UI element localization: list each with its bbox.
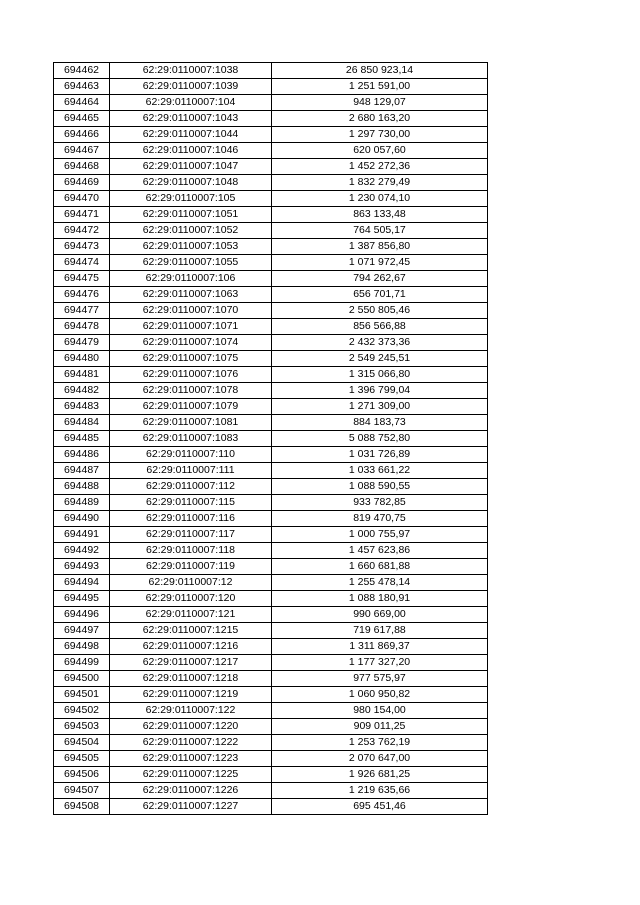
value-cell: 1 033 661,22 bbox=[272, 463, 488, 479]
table-row bbox=[54, 607, 488, 623]
row-number-cell: 694468 bbox=[54, 159, 110, 175]
table-row bbox=[54, 79, 488, 95]
table-row bbox=[54, 751, 488, 767]
cadastral-number-cell: 62:29:0110007:1218 bbox=[110, 671, 272, 687]
cadastral-number-cell: 62:29:0110007:117 bbox=[110, 527, 272, 543]
row-number-cell: 694473 bbox=[54, 239, 110, 255]
value-cell: 1 311 869,37 bbox=[272, 639, 488, 655]
table-row bbox=[54, 431, 488, 447]
value-cell: 1 660 681,88 bbox=[272, 559, 488, 575]
table-row bbox=[54, 703, 488, 719]
cadastral-number-cell: 62:29:0110007:1046 bbox=[110, 143, 272, 159]
table-row bbox=[54, 271, 488, 287]
row-number-cell: 694476 bbox=[54, 287, 110, 303]
table-row bbox=[54, 415, 488, 431]
table-row bbox=[54, 735, 488, 751]
row-number-cell: 694485 bbox=[54, 431, 110, 447]
value-cell: 1 457 623,86 bbox=[272, 543, 488, 559]
cadastral-number-cell: 62:29:0110007:1222 bbox=[110, 735, 272, 751]
value-cell: 620 057,60 bbox=[272, 143, 488, 159]
value-cell: 1 387 856,80 bbox=[272, 239, 488, 255]
row-number-cell: 694472 bbox=[54, 223, 110, 239]
value-cell: 1 031 726,89 bbox=[272, 447, 488, 463]
cadastral-number-cell: 62:29:0110007:105 bbox=[110, 191, 272, 207]
cadastral-number-cell: 62:29:0110007:1063 bbox=[110, 287, 272, 303]
cadastral-number-cell: 62:29:0110007:1076 bbox=[110, 367, 272, 383]
cadastral-number-cell: 62:29:0110007:122 bbox=[110, 703, 272, 719]
row-number-cell: 694471 bbox=[54, 207, 110, 223]
row-number-cell: 694490 bbox=[54, 511, 110, 527]
table-row bbox=[54, 207, 488, 223]
value-cell: 990 669,00 bbox=[272, 607, 488, 623]
row-number-cell: 694506 bbox=[54, 767, 110, 783]
cadastral-number-cell: 62:29:0110007:1220 bbox=[110, 719, 272, 735]
cadastral-number-cell: 62:29:0110007:1083 bbox=[110, 431, 272, 447]
table-row bbox=[54, 255, 488, 271]
row-number-cell: 694498 bbox=[54, 639, 110, 655]
cadastral-value-table bbox=[53, 62, 488, 815]
row-number-cell: 694475 bbox=[54, 271, 110, 287]
row-number-cell: 694478 bbox=[54, 319, 110, 335]
table-row bbox=[54, 447, 488, 463]
cadastral-number-cell: 62:29:0110007:1038 bbox=[110, 63, 272, 79]
cadastral-number-cell: 62:29:0110007:1048 bbox=[110, 175, 272, 191]
row-number-cell: 694479 bbox=[54, 335, 110, 351]
row-number-cell: 694474 bbox=[54, 255, 110, 271]
value-cell: 863 133,48 bbox=[272, 207, 488, 223]
row-number-cell: 694470 bbox=[54, 191, 110, 207]
table-row bbox=[54, 575, 488, 591]
cadastral-number-cell: 62:29:0110007:1051 bbox=[110, 207, 272, 223]
table-row bbox=[54, 175, 488, 191]
table-row bbox=[54, 63, 488, 79]
cadastral-number-cell: 62:29:0110007:115 bbox=[110, 495, 272, 511]
cadastral-number-cell: 62:29:0110007:1223 bbox=[110, 751, 272, 767]
row-number-cell: 694482 bbox=[54, 383, 110, 399]
table-row bbox=[54, 623, 488, 639]
cadastral-number-cell: 62:29:0110007:1078 bbox=[110, 383, 272, 399]
row-number-cell: 694496 bbox=[54, 607, 110, 623]
table-row bbox=[54, 143, 488, 159]
cadastral-number-cell: 62:29:0110007:1052 bbox=[110, 223, 272, 239]
cadastral-number-cell: 62:29:0110007:1081 bbox=[110, 415, 272, 431]
table-row bbox=[54, 319, 488, 335]
table-row bbox=[54, 527, 488, 543]
row-number-cell: 694493 bbox=[54, 559, 110, 575]
value-cell: 1 832 279,49 bbox=[272, 175, 488, 191]
cadastral-number-cell: 62:29:0110007:1071 bbox=[110, 319, 272, 335]
table-row bbox=[54, 191, 488, 207]
row-number-cell: 694500 bbox=[54, 671, 110, 687]
table-row bbox=[54, 303, 488, 319]
table-row bbox=[54, 351, 488, 367]
cadastral-number-cell: 62:29:0110007:106 bbox=[110, 271, 272, 287]
row-number-cell: 694503 bbox=[54, 719, 110, 735]
cadastral-number-cell: 62:29:0110007:121 bbox=[110, 607, 272, 623]
row-number-cell: 694480 bbox=[54, 351, 110, 367]
value-cell: 884 183,73 bbox=[272, 415, 488, 431]
cadastral-number-cell: 62:29:0110007:1075 bbox=[110, 351, 272, 367]
table-row bbox=[54, 367, 488, 383]
row-number-cell: 694484 bbox=[54, 415, 110, 431]
table-row bbox=[54, 511, 488, 527]
value-cell: 764 505,17 bbox=[272, 223, 488, 239]
value-cell: 1 271 309,00 bbox=[272, 399, 488, 415]
cadastral-number-cell: 62:29:0110007:1074 bbox=[110, 335, 272, 351]
value-cell: 1 255 478,14 bbox=[272, 575, 488, 591]
table-row bbox=[54, 399, 488, 415]
cadastral-number-cell: 62:29:0110007:1225 bbox=[110, 767, 272, 783]
table-row bbox=[54, 639, 488, 655]
row-number-cell: 694494 bbox=[54, 575, 110, 591]
row-number-cell: 694502 bbox=[54, 703, 110, 719]
cadastral-number-cell: 62:29:0110007:1216 bbox=[110, 639, 272, 655]
cadastral-number-cell: 62:29:0110007:12 bbox=[110, 575, 272, 591]
cadastral-number-cell: 62:29:0110007:110 bbox=[110, 447, 272, 463]
table-row bbox=[54, 463, 488, 479]
value-cell: 977 575,97 bbox=[272, 671, 488, 687]
value-cell: 819 470,75 bbox=[272, 511, 488, 527]
cadastral-number-cell: 62:29:0110007:1227 bbox=[110, 799, 272, 815]
cadastral-number-cell: 62:29:0110007:1079 bbox=[110, 399, 272, 415]
cadastral-number-cell: 62:29:0110007:1047 bbox=[110, 159, 272, 175]
row-number-cell: 694469 bbox=[54, 175, 110, 191]
row-number-cell: 694507 bbox=[54, 783, 110, 799]
table-row bbox=[54, 111, 488, 127]
value-cell: 2 549 245,51 bbox=[272, 351, 488, 367]
value-cell: 1 452 272,36 bbox=[272, 159, 488, 175]
value-cell: 909 011,25 bbox=[272, 719, 488, 735]
cadastral-number-cell: 62:29:0110007:1226 bbox=[110, 783, 272, 799]
value-cell: 1 297 730,00 bbox=[272, 127, 488, 143]
cadastral-number-cell: 62:29:0110007:111 bbox=[110, 463, 272, 479]
cadastral-number-cell: 62:29:0110007:1039 bbox=[110, 79, 272, 95]
cadastral-number-cell: 62:29:0110007:1215 bbox=[110, 623, 272, 639]
row-number-cell: 694489 bbox=[54, 495, 110, 511]
table-row bbox=[54, 479, 488, 495]
value-cell: 2 680 163,20 bbox=[272, 111, 488, 127]
table-row bbox=[54, 287, 488, 303]
row-number-cell: 694462 bbox=[54, 63, 110, 79]
value-cell: 1 060 950,82 bbox=[272, 687, 488, 703]
table-row bbox=[54, 495, 488, 511]
value-cell: 2 550 805,46 bbox=[272, 303, 488, 319]
table-row bbox=[54, 687, 488, 703]
row-number-cell: 694495 bbox=[54, 591, 110, 607]
row-number-cell: 694464 bbox=[54, 95, 110, 111]
value-cell: 1 251 591,00 bbox=[272, 79, 488, 95]
table-row bbox=[54, 239, 488, 255]
value-cell: 5 088 752,80 bbox=[272, 431, 488, 447]
value-cell: 794 262,67 bbox=[272, 271, 488, 287]
row-number-cell: 694497 bbox=[54, 623, 110, 639]
value-cell: 980 154,00 bbox=[272, 703, 488, 719]
table-body bbox=[54, 63, 488, 815]
value-cell: 695 451,46 bbox=[272, 799, 488, 815]
value-cell: 26 850 923,14 bbox=[272, 63, 488, 79]
table-row bbox=[54, 767, 488, 783]
cadastral-number-cell: 62:29:0110007:120 bbox=[110, 591, 272, 607]
row-number-cell: 694505 bbox=[54, 751, 110, 767]
table-row bbox=[54, 127, 488, 143]
row-number-cell: 694486 bbox=[54, 447, 110, 463]
value-cell: 656 701,71 bbox=[272, 287, 488, 303]
table-row bbox=[54, 95, 488, 111]
value-cell: 1 088 180,91 bbox=[272, 591, 488, 607]
value-cell: 1 177 327,20 bbox=[272, 655, 488, 671]
value-cell: 1 230 074,10 bbox=[272, 191, 488, 207]
value-cell: 1 088 590,55 bbox=[272, 479, 488, 495]
cadastral-number-cell: 62:29:0110007:119 bbox=[110, 559, 272, 575]
table-row bbox=[54, 655, 488, 671]
value-cell: 2 070 647,00 bbox=[272, 751, 488, 767]
row-number-cell: 694466 bbox=[54, 127, 110, 143]
table-row bbox=[54, 559, 488, 575]
value-cell: 948 129,07 bbox=[272, 95, 488, 111]
table-row bbox=[54, 223, 488, 239]
row-number-cell: 694477 bbox=[54, 303, 110, 319]
row-number-cell: 694488 bbox=[54, 479, 110, 495]
row-number-cell: 694463 bbox=[54, 79, 110, 95]
value-cell: 856 566,88 bbox=[272, 319, 488, 335]
cadastral-number-cell: 62:29:0110007:1219 bbox=[110, 687, 272, 703]
cadastral-number-cell: 62:29:0110007:112 bbox=[110, 479, 272, 495]
value-cell: 1 219 635,66 bbox=[272, 783, 488, 799]
row-number-cell: 694491 bbox=[54, 527, 110, 543]
table-row bbox=[54, 783, 488, 799]
cadastral-number-cell: 62:29:0110007:1055 bbox=[110, 255, 272, 271]
table-row bbox=[54, 591, 488, 607]
row-number-cell: 694501 bbox=[54, 687, 110, 703]
cadastral-number-cell: 62:29:0110007:1053 bbox=[110, 239, 272, 255]
row-number-cell: 694487 bbox=[54, 463, 110, 479]
cadastral-number-cell: 62:29:0110007:104 bbox=[110, 95, 272, 111]
value-cell: 1 315 066,80 bbox=[272, 367, 488, 383]
table-row bbox=[54, 719, 488, 735]
value-cell: 1 071 972,45 bbox=[272, 255, 488, 271]
value-cell: 1 000 755,97 bbox=[272, 527, 488, 543]
row-number-cell: 694483 bbox=[54, 399, 110, 415]
cadastral-number-cell: 62:29:0110007:118 bbox=[110, 543, 272, 559]
row-number-cell: 694467 bbox=[54, 143, 110, 159]
value-cell: 1 396 799,04 bbox=[272, 383, 488, 399]
table-row bbox=[54, 335, 488, 351]
cadastral-number-cell: 62:29:0110007:1044 bbox=[110, 127, 272, 143]
row-number-cell: 694499 bbox=[54, 655, 110, 671]
row-number-cell: 694504 bbox=[54, 735, 110, 751]
table-row bbox=[54, 671, 488, 687]
table-row bbox=[54, 159, 488, 175]
value-cell: 933 782,85 bbox=[272, 495, 488, 511]
row-number-cell: 694508 bbox=[54, 799, 110, 815]
cadastral-number-cell: 62:29:0110007:116 bbox=[110, 511, 272, 527]
cadastral-number-cell: 62:29:0110007:1217 bbox=[110, 655, 272, 671]
value-cell: 1 253 762,19 bbox=[272, 735, 488, 751]
row-number-cell: 694492 bbox=[54, 543, 110, 559]
table-row bbox=[54, 799, 488, 815]
row-number-cell: 694481 bbox=[54, 367, 110, 383]
table-row bbox=[54, 383, 488, 399]
cadastral-number-cell: 62:29:0110007:1043 bbox=[110, 111, 272, 127]
row-number-cell: 694465 bbox=[54, 111, 110, 127]
value-cell: 719 617,88 bbox=[272, 623, 488, 639]
value-cell: 1 926 681,25 bbox=[272, 767, 488, 783]
value-cell: 2 432 373,36 bbox=[272, 335, 488, 351]
cadastral-number-cell: 62:29:0110007:1070 bbox=[110, 303, 272, 319]
table-row bbox=[54, 543, 488, 559]
